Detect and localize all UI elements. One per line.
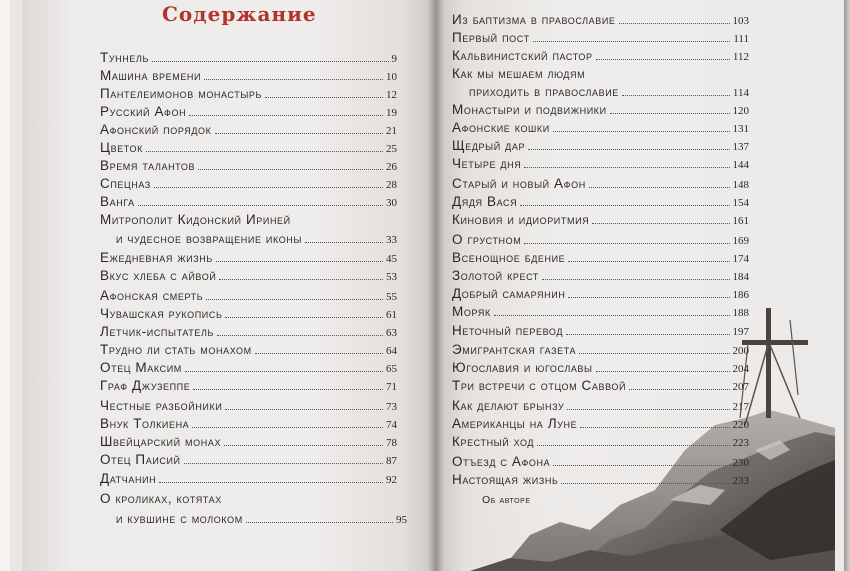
- toc-entry: Всенощное бдение 174: [452, 250, 749, 265]
- toc-entry: Первый пост 111: [452, 30, 749, 45]
- toc-entry: О грустном 169: [452, 232, 749, 247]
- toc-entry: Отец Максим 65: [100, 360, 397, 375]
- toc-entry: Американцы на Луне 220: [452, 416, 749, 431]
- toc-entry: Спецназ 28: [100, 176, 397, 191]
- toc-entry: Отец Паисий 87: [100, 452, 397, 467]
- toc-entry: Моряк 188: [452, 304, 749, 319]
- toc-entry: Щедрый дар 137: [452, 138, 749, 153]
- toc-entry: Крестный ход 223: [452, 434, 749, 449]
- toc-entry: Добрый самарянин 186: [452, 286, 749, 301]
- toc-entry: О кроликах, котятах: [100, 491, 222, 506]
- toc-entry: Четыре дня 144: [452, 156, 749, 171]
- toc-entry: Кальвинистский пастор 112: [452, 48, 749, 63]
- toc-entry: Из баптизма в православие 103: [452, 12, 749, 27]
- toc-entry: Туннель 9: [100, 50, 397, 65]
- toc-entry: Три встречи с отцом Саввой 207: [452, 378, 749, 393]
- toc-entry: Об авторе: [482, 494, 531, 506]
- toc-entry: Как мы мешаем людям: [452, 66, 586, 81]
- toc-entry: Югославия и югославы 204: [452, 360, 749, 375]
- toc-entry: Золотой крест 184: [452, 268, 749, 283]
- toc-entry: Дядя Вася 154: [452, 194, 749, 209]
- toc-entry: Как делают брынзу 217: [452, 398, 749, 413]
- toc-entry: Ежедневная жизнь 45: [100, 250, 397, 265]
- toc-entry: Эмигрантская газета 200: [452, 342, 749, 357]
- page-title: Содержание: [162, 2, 317, 26]
- toc-entry: Трудно ли стать монахом 64: [100, 342, 397, 357]
- toc-entry: Граф Джузеппе 71: [100, 378, 397, 393]
- toc-entry: и чудесное возвращение иконы 33: [116, 231, 397, 246]
- toc-entry: Афонский порядок 21: [100, 122, 397, 137]
- toc-entry: Внук Толкиена 74: [100, 416, 397, 431]
- toc-entry: Машина времени 10: [100, 68, 397, 83]
- toc-entry: Швейцарский монах 78: [100, 434, 397, 449]
- toc-entry: Время талантов 26: [100, 158, 397, 173]
- toc-entry: Чувашская рукопись 61: [100, 306, 397, 321]
- toc-entry: Неточный перевод 197: [452, 323, 749, 338]
- toc-entry: Старый и новый Афон 148: [452, 176, 749, 191]
- toc-entry: Русский Афон 19: [100, 104, 397, 119]
- book-gutter: [428, 0, 444, 571]
- toc-entry: Пантелеимонов монастырь 12: [100, 86, 397, 101]
- toc-entry: Ванга 30: [100, 194, 397, 209]
- toc-entry: Митрополит Кидонский Ириней: [100, 212, 291, 227]
- toc-entry: и кувшине с молоком 95: [116, 511, 407, 526]
- toc-entry: Вкус хлеба с айвой 53: [100, 268, 397, 283]
- page-edge: [844, 0, 850, 571]
- toc-entry: Монастыри и подвижники 120: [452, 102, 749, 117]
- toc-entry: Отъезд с Афона 230: [452, 454, 749, 469]
- toc-entry: приходить в православие 114: [469, 84, 749, 99]
- toc-entry: Честные разбойники 73: [100, 398, 397, 413]
- toc-entry: Киновия и идиоритмия 161: [452, 212, 749, 227]
- toc-entry: Летчик-испытатель 63: [100, 324, 397, 339]
- toc-entry: Датчанин 92: [100, 471, 397, 486]
- toc-entry: Афонская смерть 55: [100, 288, 397, 303]
- toc-entry: Цветок 25: [100, 140, 397, 155]
- toc-entry: Настоящая жизнь 233: [452, 472, 749, 487]
- toc-entry: Афонские кошки 131: [452, 120, 749, 135]
